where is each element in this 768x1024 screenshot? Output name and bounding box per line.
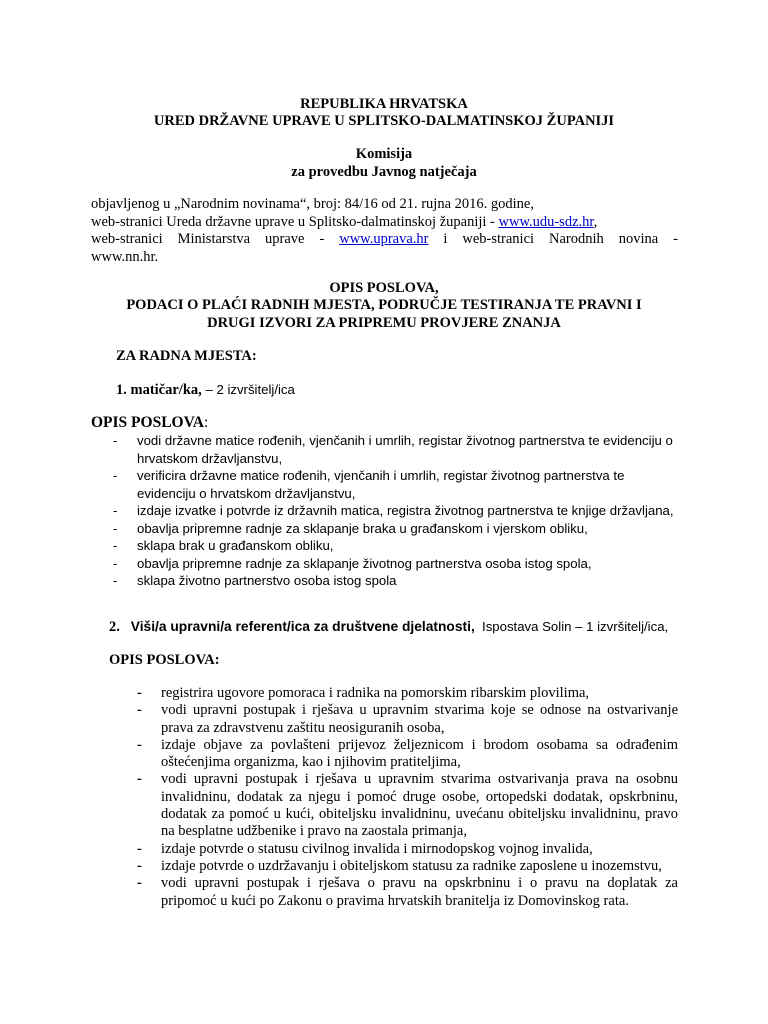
duty-text: izdaje potvrde o uzdržavanju i obiteljskom statusu za radnike zaposlene u inozemstvu, [161, 857, 662, 874]
position-2-location: Ispostava Solin – 1 izvršitelj/ica, [482, 619, 669, 634]
pub-word: Narodnih [549, 231, 604, 247]
duty-text: obavlja pripremne radnje za sklapanje braka u građanskom i vjerskom obliku, [137, 520, 588, 536]
duty-text: izdaje potvrde o statusu civilnog invalida i mirnodopskog vojnog invalida, [161, 840, 593, 857]
duty-text: izdaje izvatke i potvrde iz državnih matica, registra životnog partnerstva te knjige državljana, [137, 503, 674, 518]
list-item [137, 875, 678, 910]
list-item [113, 502, 683, 520]
duty-text: vodi upravni postupak i rješava u upravnim stvarima koje se odnose na ostvarivanje prava za zdravstvenu zaštitu neosiguranih osoba, [161, 702, 678, 736]
dash-bullet: - [113, 573, 118, 588]
udu-sdz-link[interactable]: www.udu-sdz.hr [498, 213, 594, 230]
duty-text: vodi upravni postupak i rješava o pravu na opskrbninu i o pravu na doplatak za pripomoć u kući po Zakonu o pravima hrvatskih branitelja iz Domovinskog rata. [161, 875, 678, 909]
position-1-title: 1. matičar/ka, [116, 382, 202, 398]
publication-line-3 [91, 231, 678, 249]
publication-line-1: objavljenog u „Narodnim novinama“, broj: 84/16 od 21. rujna 2016. godine, [91, 196, 534, 212]
duty-text: izdaje objave za povlašteni prijevoz željeznicom i brodom osobama sa odrađenim oštećenjima organizma, kao i njihovim pratiteljima, [161, 736, 678, 771]
list-item [113, 572, 683, 590]
list-item [113, 467, 683, 502]
header-office: URED DRŽAVNE UPRAVE U SPLITSKO-DALMATINSKOJ ŽUPANIJI [153, 113, 615, 129]
duty-text: vodi upravni postupak i rješava u upravnim stvarima ostvarivanja prava na osobnu invalidninu, dodatak za njegu i pomoć druge osobe, ortopedski dodatak, opskrbninu, dodatak za pomoć u kući, obiteljsku invalidninu, uvećanu obiteljsku invalidninu, pravo na besplatne udžbenike i pravo na zaostala primanja, [161, 771, 678, 840]
list-item [137, 737, 678, 772]
position-1-heading [116, 381, 295, 400]
duty-text: obavlja pripremne radnje za sklapanje životnog partnerstva osoba istog spola, [137, 555, 592, 571]
opis-colon: : [203, 414, 209, 431]
pub-word: web-stranici [462, 231, 535, 247]
za-radna-mjesta-heading: ZA RADNA MJESTA: [116, 348, 257, 364]
position-1-opis-heading [91, 414, 208, 432]
duty-text: sklapa životno partnerstvo osoba istog spola [137, 573, 397, 588]
position-2-title: Viši/a upravni/a referent/ica za društvene djelatnosti, [130, 619, 475, 634]
pub-word: Ministarstva [177, 231, 251, 247]
dash-bullet: - [137, 840, 142, 857]
dash-bullet: - [113, 433, 118, 448]
duty-text: sklapa brak u građanskom obliku, [137, 538, 334, 553]
pub-word: uprave [265, 231, 305, 247]
list-item [137, 841, 678, 858]
publication-line-2-comma: , [593, 213, 598, 230]
uprava-link[interactable]: www.uprava.hr [339, 231, 429, 247]
dash-bullet: - [113, 555, 118, 571]
list-item [113, 520, 683, 538]
header-commission-purpose: za provedbu Javnog natječaja [291, 164, 477, 180]
opis-label: OPIS POSLOVA [91, 414, 204, 431]
section-title-2: PODACI O PLAĆI RADNIH MJESTA, PODRUČJE TESTIRANJA TE PRAVNI I [126, 297, 642, 313]
dash-bullet: - [137, 857, 142, 874]
list-item [113, 537, 683, 555]
list-item [137, 685, 678, 702]
position-2-heading [109, 618, 668, 637]
position-2-duties-list [137, 685, 678, 910]
list-item [137, 858, 678, 875]
list-item [113, 555, 683, 573]
dash-bullet: - [113, 520, 118, 536]
dash-bullet: - [137, 771, 142, 788]
position-1-duties-list [113, 432, 683, 590]
publication-line-2 [91, 214, 678, 232]
header-commission: Komisija [355, 146, 413, 162]
dash-bullet: - [137, 875, 142, 892]
duty-text: registrira ugovore pomoraca i radnika na pomorskim ribarskim plovilima, [161, 685, 590, 701]
pub-word: novina [618, 231, 659, 247]
publication-block [91, 196, 678, 266]
duty-text: verificira državne matice rođenih, vjenčanih i umrlih, registar životnog partnerstva te evidenciju o hrvatskom državljanstvu, [137, 468, 625, 501]
list-item [137, 771, 678, 840]
publication-line-2-text: web-stranici Ureda državne uprave u Splitsko-dalmatinskoj županiji - [91, 213, 499, 230]
position-2-number: 2. [109, 619, 120, 635]
list-item [113, 432, 683, 467]
publication-line-4: www.nn.hr. [91, 248, 159, 265]
dash-bullet: - [137, 685, 142, 701]
dash-bullet: - [113, 538, 118, 553]
dash-bullet: - [113, 468, 118, 483]
pub-word: - [673, 231, 678, 247]
duty-text: vodi državne matice rođenih, vjenčanih i umrlih, registar životnog partnerstva te evidenciju o hrvatskom državljanstvu, [137, 433, 673, 466]
position-2-opis-heading: OPIS POSLOVA: [109, 652, 220, 668]
dash-bullet: - [137, 736, 142, 753]
section-title-3: DRUGI IZVORI ZA PRIPREMU PROVJERE ZNANJA [207, 315, 561, 331]
pub-word: - [319, 231, 325, 247]
dash-bullet: - [113, 503, 118, 518]
pub-word: web-stranici [91, 231, 163, 247]
section-title-1: OPIS POSLOVA, [329, 280, 439, 296]
position-1-count: – 2 izvršitelj/ica [201, 382, 295, 397]
pub-word: i [443, 231, 448, 247]
dash-bullet: - [137, 702, 142, 719]
header-republic: REPUBLIKA HRVATSKA [300, 96, 468, 112]
list-item [137, 702, 678, 737]
